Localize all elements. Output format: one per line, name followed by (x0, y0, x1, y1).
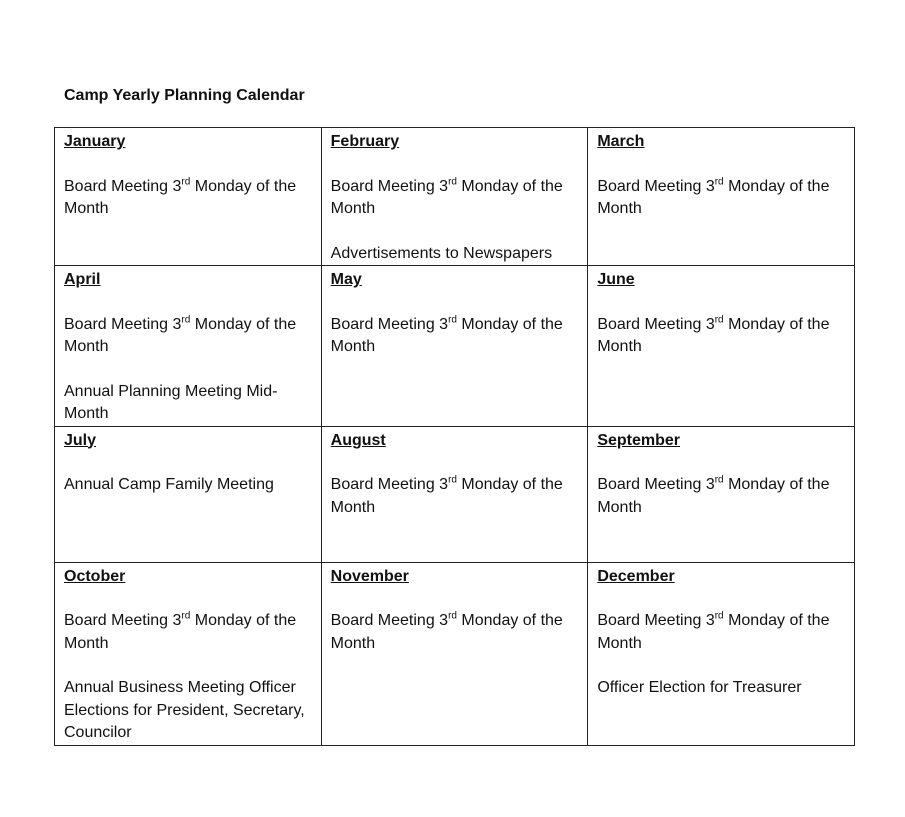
board-meeting-text: Board Meeting 3rd Monday of the Month (64, 314, 297, 355)
table-row (55, 426, 855, 562)
month-cell-october (55, 562, 322, 745)
planning-calendar-table (54, 127, 855, 746)
month-cell-march (588, 128, 855, 266)
event-text: Annual Camp Family Meeting (64, 476, 274, 493)
month-heading: February (330, 133, 400, 150)
event-text: Annual Business Meeting Officer Elections for President, Secretary, Councilor (64, 679, 305, 741)
board-meeting-text: Board Meeting 3rd Monday of the Month (597, 176, 830, 217)
board-meeting-text: Board Meeting 3rd Monday of the Month (330, 610, 563, 652)
event-text: Annual Planning Meeting Mid-Month (64, 382, 278, 422)
month-heading: December (597, 567, 675, 585)
month-cell-september (588, 426, 855, 562)
board-meeting-text: Board Meeting 3rd Monday of the Month (597, 610, 830, 652)
table-row (55, 562, 855, 745)
board-meeting-text: Board Meeting 3rd Monday of the Month (330, 474, 563, 516)
month-heading: July (64, 431, 97, 449)
month-cell-may (321, 266, 588, 427)
month-cell-august (321, 426, 588, 562)
page-title: Camp Yearly Planning Calendar (64, 87, 305, 104)
month-cell-april (55, 266, 322, 427)
month-heading: March (597, 133, 645, 150)
month-cell-december (588, 562, 855, 745)
board-meeting-text: Board Meeting 3rd Monday of the Month (330, 314, 563, 355)
month-heading: November (330, 567, 409, 585)
board-meeting-text: Board Meeting 3rd Monday of the Month (330, 176, 563, 217)
month-cell-january (55, 128, 322, 266)
month-cell-july (55, 426, 322, 562)
month-cell-february (321, 128, 588, 266)
event-text: Advertisements to Newspapers (330, 244, 553, 262)
board-meeting-text: Board Meeting 3rd Monday of the Month (64, 610, 297, 652)
month-cell-june (588, 266, 855, 427)
board-meeting-text: Board Meeting 3rd Monday of the Month (64, 176, 297, 217)
table-row (55, 266, 855, 427)
month-heading: October (64, 567, 126, 585)
board-meeting-text: Board Meeting 3rd Monday of the Month (597, 314, 830, 355)
month-heading: May (330, 271, 362, 288)
event-text: Officer Election for Treasurer (597, 679, 802, 696)
month-heading: August (330, 431, 386, 449)
board-meeting-text: Board Meeting 3rd Monday of the Month (597, 474, 830, 516)
month-heading: January (64, 133, 126, 150)
month-heading: April (64, 271, 101, 288)
month-heading: September (597, 431, 681, 449)
table-row (55, 128, 855, 266)
month-heading: June (597, 271, 635, 288)
month-cell-november (321, 562, 588, 745)
